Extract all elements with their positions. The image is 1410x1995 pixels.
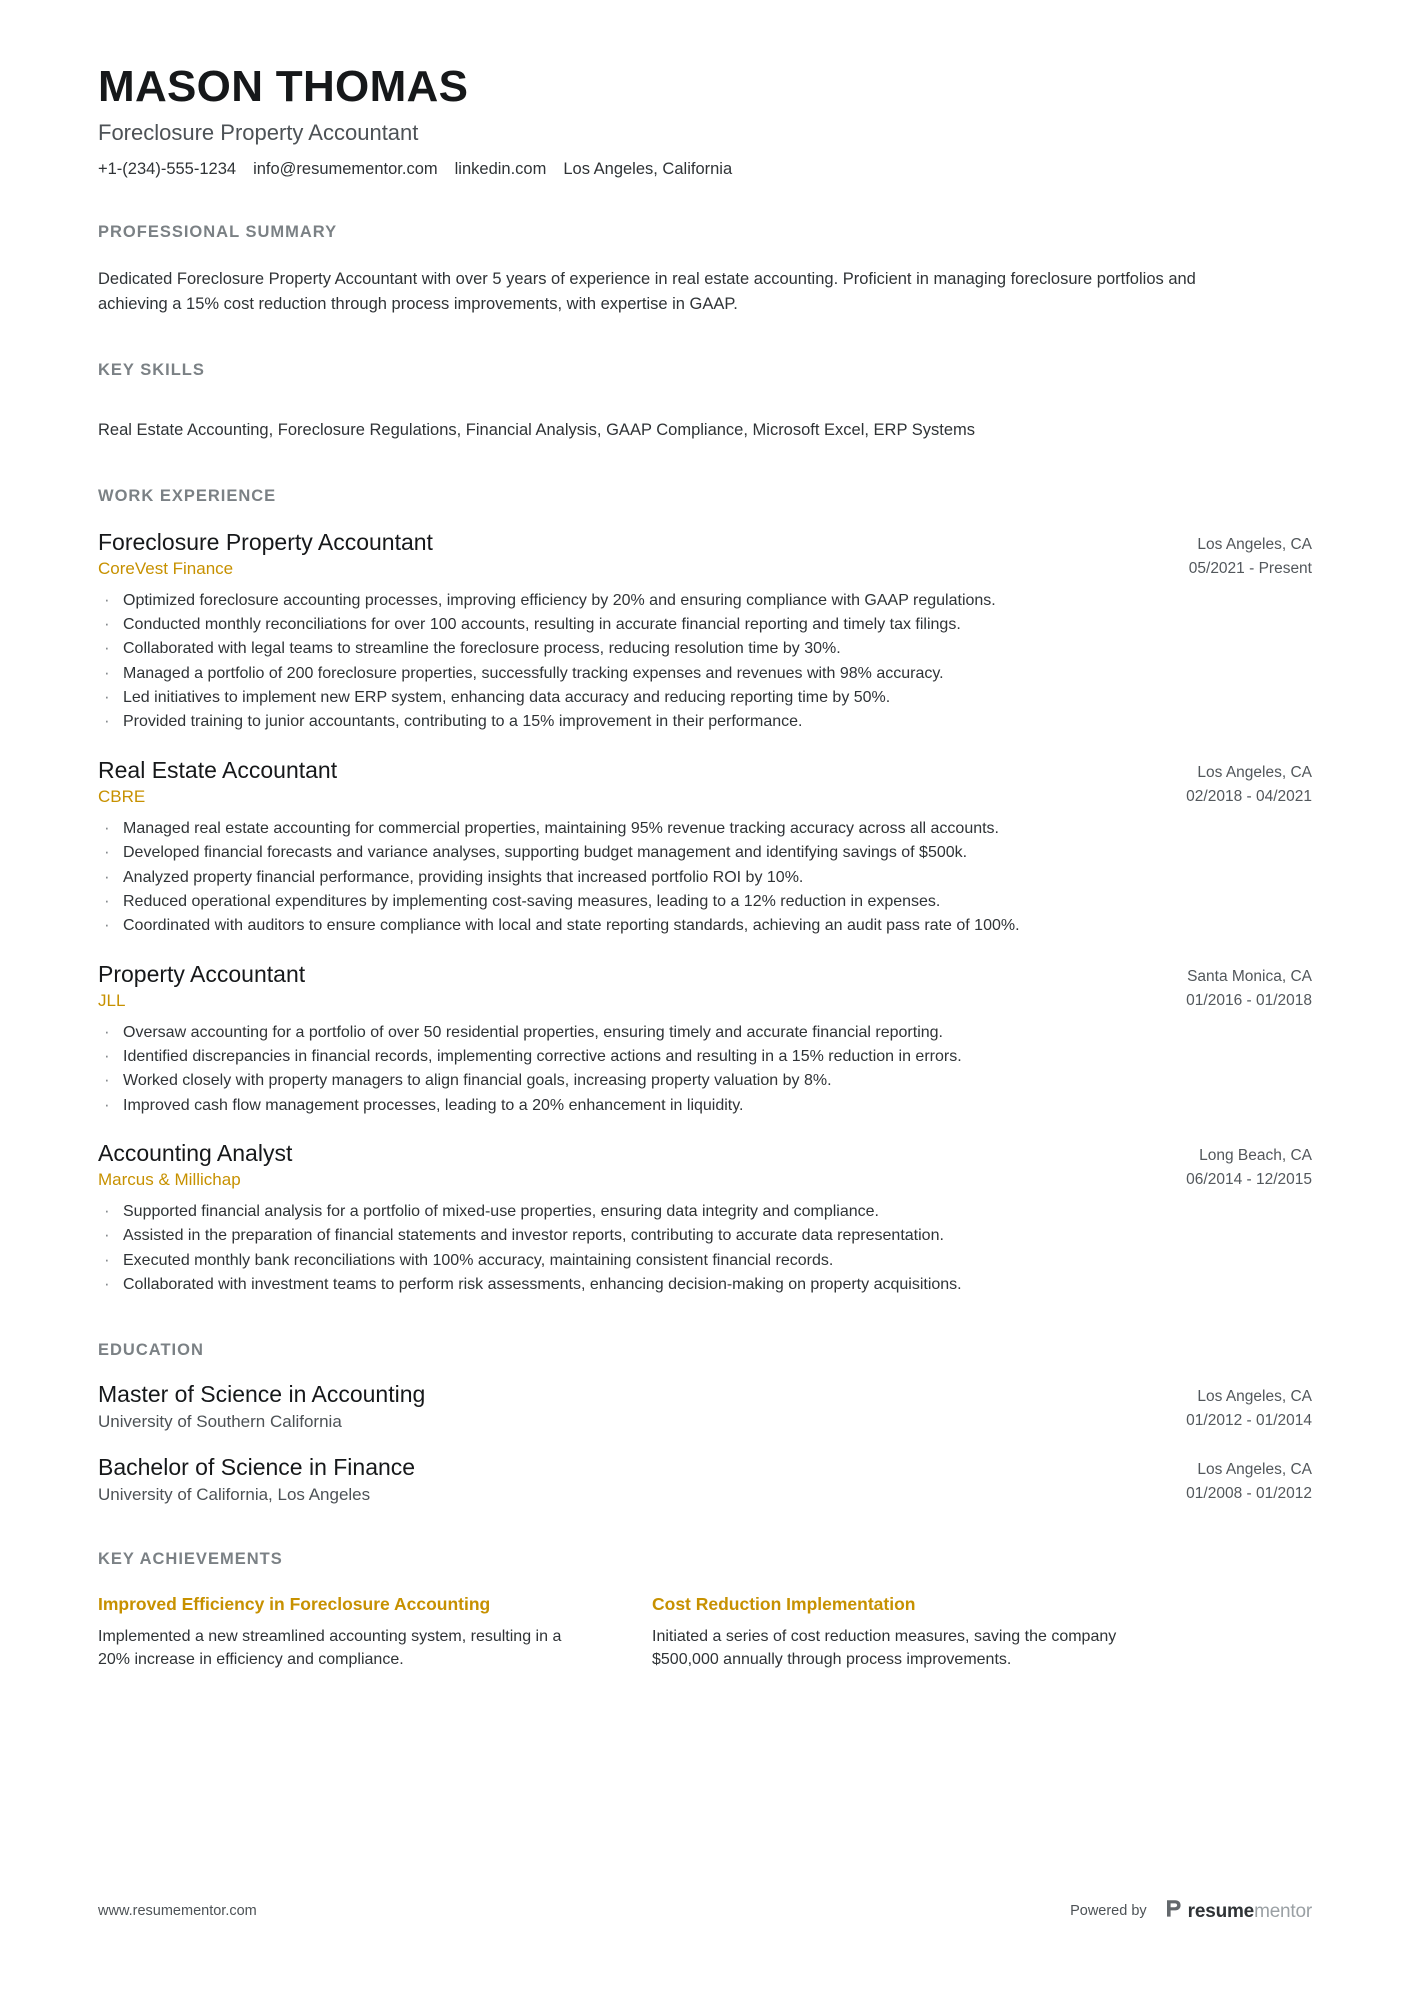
summary-text: Dedicated Foreclosure Property Accountant with over 5 years of experience in real estate accounting. Proficient in managing foreclosure portfolios and achieving a 15% cost reduction through process improvements, with expertise in GAAP.: [98, 269, 1196, 313]
education-entry-right: [1162, 1380, 1312, 1433]
experience-role: Real Estate Accountant: [98, 756, 338, 783]
education-entry-left: [98, 1380, 1162, 1433]
experience-bullet: · Coordinated with auditors to ensure compliance with local and state reporting standards, achieving an audit pass rate of 100%.: [98, 914, 1312, 937]
education-entry-right: [1162, 1453, 1312, 1506]
experience-location: Los Angeles, CA: [1197, 535, 1312, 553]
experience-role: Property Accountant: [98, 960, 306, 987]
education-dates: 01/2008 - 01/2012: [1186, 1484, 1312, 1502]
contact-phone: +1-(234)-555-1234: [98, 159, 237, 178]
experience-entry-right: [1162, 756, 1312, 809]
section-title-achievements: KEY ACHIEVEMENTS: [98, 1549, 283, 1568]
experience-entry-header: [98, 528, 1312, 581]
experience-entry-left: [98, 528, 1165, 580]
section-key-skills: [98, 361, 1312, 443]
achievement-title: Improved Efficiency in Foreclosure Accounting: [98, 1593, 491, 1614]
experience-bullets: [98, 1200, 1312, 1296]
experience-entry-header: [98, 1139, 1312, 1192]
experience-company: JLL: [98, 990, 126, 1010]
education-entry: [98, 1380, 1312, 1433]
section-key-achievements: [98, 1550, 1312, 1672]
education-degree: Master of Science in Accounting: [98, 1380, 426, 1407]
leaf-icon: [1165, 1899, 1182, 1923]
achievement-title: Cost Reduction Implementation: [652, 1593, 916, 1614]
experience-bullet: · Led initiatives to implement new ERP system, enhancing data accuracy and reducing reporting time by 50%.: [98, 686, 1312, 709]
contact-linkedin[interactable]: linkedin.com: [454, 159, 547, 178]
experience-entry-right: [1165, 528, 1312, 581]
experience-bullets: [98, 589, 1312, 734]
experience-bullet: · Executed monthly bank reconciliations with 100% accuracy, maintaining consistent financial records.: [98, 1249, 1312, 1272]
contact-location: Los Angeles, California: [563, 159, 733, 178]
achievement-item: [652, 1593, 1144, 1672]
experience-bullets: [98, 1021, 1312, 1117]
achievement-description: Initiated a series of cost reduction measures, saving the company $500,000 annually through process improvements.: [652, 1627, 1117, 1669]
experience-entry: [98, 528, 1312, 734]
experience-bullet: · Optimized foreclosure accounting processes, improving efficiency by 20% and ensuring compliance with GAAP regulations.: [98, 589, 1312, 612]
achievement-item: [98, 1593, 590, 1672]
experience-entry-left: [98, 1139, 1162, 1191]
resumementor-logo: [1165, 1899, 1312, 1923]
experience-dates: 05/2021 - Present: [1188, 559, 1312, 577]
section-title-experience: WORK EXPERIENCE: [98, 486, 277, 505]
education-dates: 01/2012 - 01/2014: [1186, 1411, 1312, 1429]
skills-list: Real Estate Accounting, Foreclosure Regulations, Financial Analysis, GAAP Compliance, Microsoft Excel, ERP Systems: [98, 420, 976, 439]
experience-bullet: · Worked closely with property managers to align financial goals, increasing property valuation by 8%.: [98, 1069, 1312, 1092]
footer-website-url[interactable]: www.resumementor.com: [98, 1903, 257, 1919]
education-entry-left: [98, 1453, 1162, 1506]
education-school: University of Southern California: [98, 1411, 342, 1431]
experience-bullet: · Conducted monthly reconciliations for over 100 accounts, resulting in accurate financial reporting and timely tax filings.: [98, 613, 1312, 636]
experience-company: CoreVest Finance: [98, 558, 234, 578]
experience-bullet: · Supported financial analysis for a portfolio of mixed-use properties, ensuring data integrity and compliance.: [98, 1200, 1312, 1223]
achievements-grid: [98, 1593, 1312, 1672]
education-entry-header: [98, 1380, 1312, 1433]
brand-word-secondary: mentor: [1254, 1900, 1312, 1922]
experience-bullet: · Oversaw accounting for a portfolio of over 50 residential properties, ensuring timely and accurate financial reporting.: [98, 1021, 1312, 1044]
experience-bullet: · Identified discrepancies in financial records, implementing corrective actions and resulting in a 15% reduction in errors.: [98, 1045, 1312, 1068]
experience-entry: [98, 756, 1312, 938]
experience-bullet: · Collaborated with legal teams to streamline the foreclosure process, reducing resolution time by 30%.: [98, 637, 1312, 660]
experience-location: Long Beach, CA: [1199, 1147, 1312, 1165]
section-professional-summary: [98, 223, 1312, 317]
experience-bullet: · Assisted in the preparation of financial statements and investor reports, contributing to accurate data representation.: [98, 1224, 1312, 1247]
experience-entry-left: [98, 960, 1162, 1012]
education-location: Los Angeles, CA: [1197, 1460, 1312, 1478]
experience-bullet: · Improved cash flow management processes, leading to a 20% enhancement in liquidity.: [98, 1094, 1312, 1117]
experience-bullets: [98, 817, 1312, 938]
education-degree: Bachelor of Science in Finance: [98, 1453, 416, 1480]
education-school: University of California, Los Angeles: [98, 1484, 371, 1504]
section-education: [98, 1341, 1312, 1506]
section-work-experience: [98, 487, 1312, 1297]
experience-entry-left: [98, 756, 1162, 808]
experience-bullet: · Reduced operational expenditures by implementing cost-saving measures, leading to a 12% reduction in expenses.: [98, 890, 1312, 913]
experience-company: Marcus & Millichap: [98, 1170, 241, 1190]
experience-bullet: · Managed a portfolio of 200 foreclosure properties, successfully tracking expenses and revenues with 98% accuracy.: [98, 662, 1312, 685]
experience-dates: 06/2014 - 12/2015: [1186, 1171, 1312, 1189]
experience-bullet: · Collaborated with investment teams to perform risk assessments, enhancing decision-making on property acquisitions.: [98, 1273, 1312, 1296]
experience-entry: [98, 960, 1312, 1117]
experience-entry-right: [1162, 1139, 1312, 1192]
experience-bullet: · Provided training to junior accountants, contributing to a 15% improvement in their performance.: [98, 710, 1312, 733]
experience-company: CBRE: [98, 786, 146, 806]
candidate-name: MASON THOMAS: [98, 62, 469, 111]
candidate-job-title: Foreclosure Property Accountant: [98, 120, 419, 146]
experience-bullet: · Analyzed property financial performance, providing insights that increased portfolio ROI by 10%.: [98, 866, 1312, 889]
section-title-skills: KEY SKILLS: [98, 360, 205, 379]
achievement-description: Implemented a new streamlined accounting system, resulting in a 20% increase in efficiency and compliance.: [98, 1627, 562, 1669]
experience-bullet: · Developed financial forecasts and variance analyses, supporting budget management and identifying savings of $500k.: [98, 841, 1312, 864]
experience-location: Los Angeles, CA: [1197, 763, 1312, 781]
experience-location: Santa Monica, CA: [1187, 967, 1312, 985]
education-entry: [98, 1453, 1312, 1506]
resume-header: [98, 0, 1312, 179]
experience-entry-header: [98, 960, 1312, 1013]
section-title-education: EDUCATION: [98, 1340, 204, 1359]
contact-email[interactable]: info@resumementor.com: [253, 159, 438, 178]
brand-word-primary: resume: [1187, 1900, 1255, 1922]
brand-wordmark: [1188, 1902, 1312, 1921]
contact-info: [98, 160, 1312, 179]
experience-entry-header: [98, 756, 1312, 809]
footer-branding: [1070, 1899, 1312, 1923]
experience-entry-right: [1162, 960, 1312, 1013]
experience-dates: 01/2016 - 01/2018: [1186, 991, 1312, 1009]
resume-footer: [98, 1899, 1312, 1923]
education-entry-header: [98, 1453, 1312, 1506]
experience-role: Accounting Analyst: [98, 1140, 293, 1167]
experience-dates: 02/2018 - 04/2021: [1186, 787, 1312, 805]
experience-bullet: · Managed real estate accounting for commercial properties, maintaining 95% revenue tracking accuracy across all accounts.: [98, 817, 1312, 840]
experience-entry: [98, 1139, 1312, 1296]
experience-role: Foreclosure Property Accountant: [98, 528, 433, 555]
education-location: Los Angeles, CA: [1197, 1387, 1312, 1405]
powered-by-label: Powered by: [1070, 1903, 1147, 1919]
section-title-summary: PROFESSIONAL SUMMARY: [98, 222, 338, 241]
